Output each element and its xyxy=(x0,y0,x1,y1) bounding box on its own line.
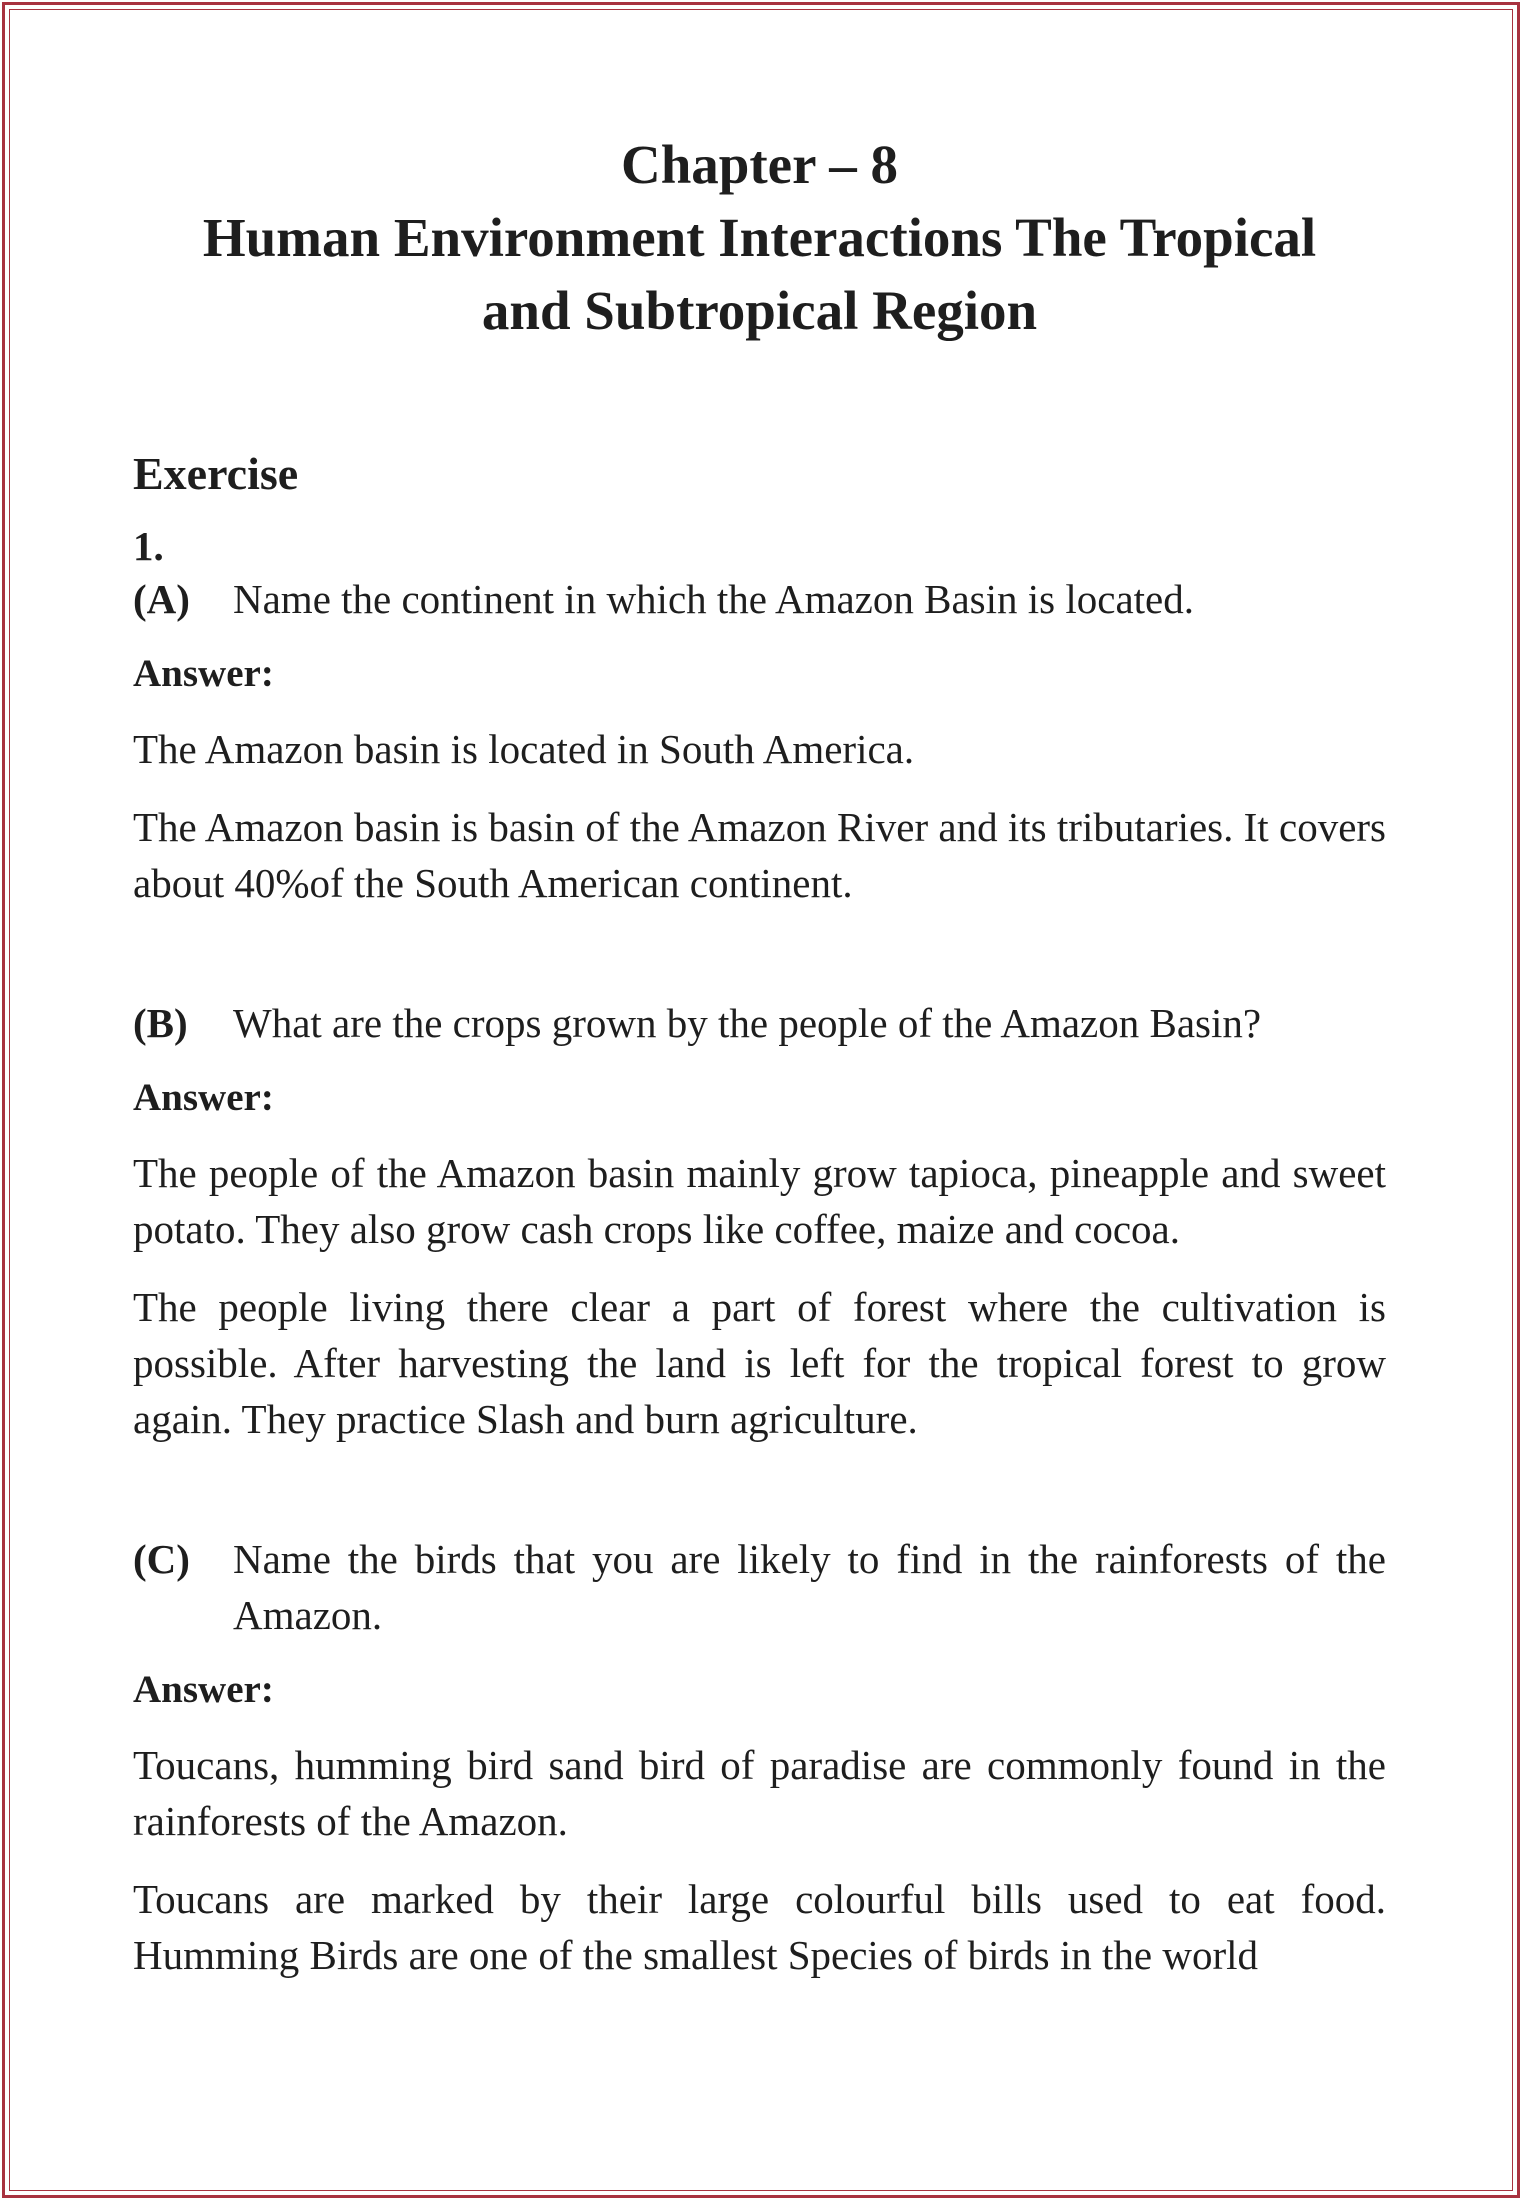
answer-paragraph: The Amazon basin is basin of the Amazon River and its tributaries. It covers about 40%of the South American continent. xyxy=(133,804,1386,906)
question-block-b xyxy=(133,995,1386,1447)
question-text: Name the birds that you are likely to find in the rainforests of the Amazon. xyxy=(233,1536,1386,1638)
question-number: 1. xyxy=(133,523,164,569)
question-label: (A) xyxy=(133,576,190,622)
answer-label: Answer: xyxy=(133,652,274,695)
question-label: (B) xyxy=(133,1000,188,1046)
question-block-a xyxy=(133,571,1386,911)
chapter-subtitle-line-1: Human Environment Interactions The Tropical xyxy=(202,207,1317,268)
question-label: (C) xyxy=(133,1536,190,1582)
exercise-heading: Exercise xyxy=(133,448,299,499)
question-text: Name the continent in which the Amazon Basin is located. xyxy=(233,576,1194,622)
answer-paragraph: The Amazon basin is located in South America. xyxy=(133,726,915,772)
document-page xyxy=(133,128,1386,1983)
answer-paragraph: The people living there clear a part of forest where the cultivation is possible. After harvesting the land is left for the tropical forest to grow again. They practice Slash and burn agriculture. xyxy=(133,1284,1386,1442)
question-b xyxy=(133,995,1386,1051)
answer-paragraph: Toucans, humming bird sand bird of paradise are commonly found in the rainforests of the Amazon. xyxy=(133,1742,1386,1844)
answer-paragraph: Toucans are marked by their large colourful bills used to eat food. Humming Birds are one of the smallest Species of birds in the world xyxy=(133,1876,1386,1978)
answer-label: Answer: xyxy=(133,1668,274,1711)
chapter-title: Chapter – 8 xyxy=(620,134,899,195)
answer-label: Answer: xyxy=(133,1076,274,1119)
question-a xyxy=(133,571,1386,627)
question-text: What are the crops grown by the people of the Amazon Basin? xyxy=(233,1000,1262,1046)
question-c xyxy=(133,1531,1386,1643)
question-block-c xyxy=(133,1531,1386,1983)
answer-paragraph: The people of the Amazon basin mainly grow tapioca, pineapple and sweet potato. They also grow cash crops like coffee, maize and cocoa. xyxy=(133,1150,1386,1252)
chapter-subtitle-line-2: and Subtropical Region xyxy=(481,280,1038,341)
